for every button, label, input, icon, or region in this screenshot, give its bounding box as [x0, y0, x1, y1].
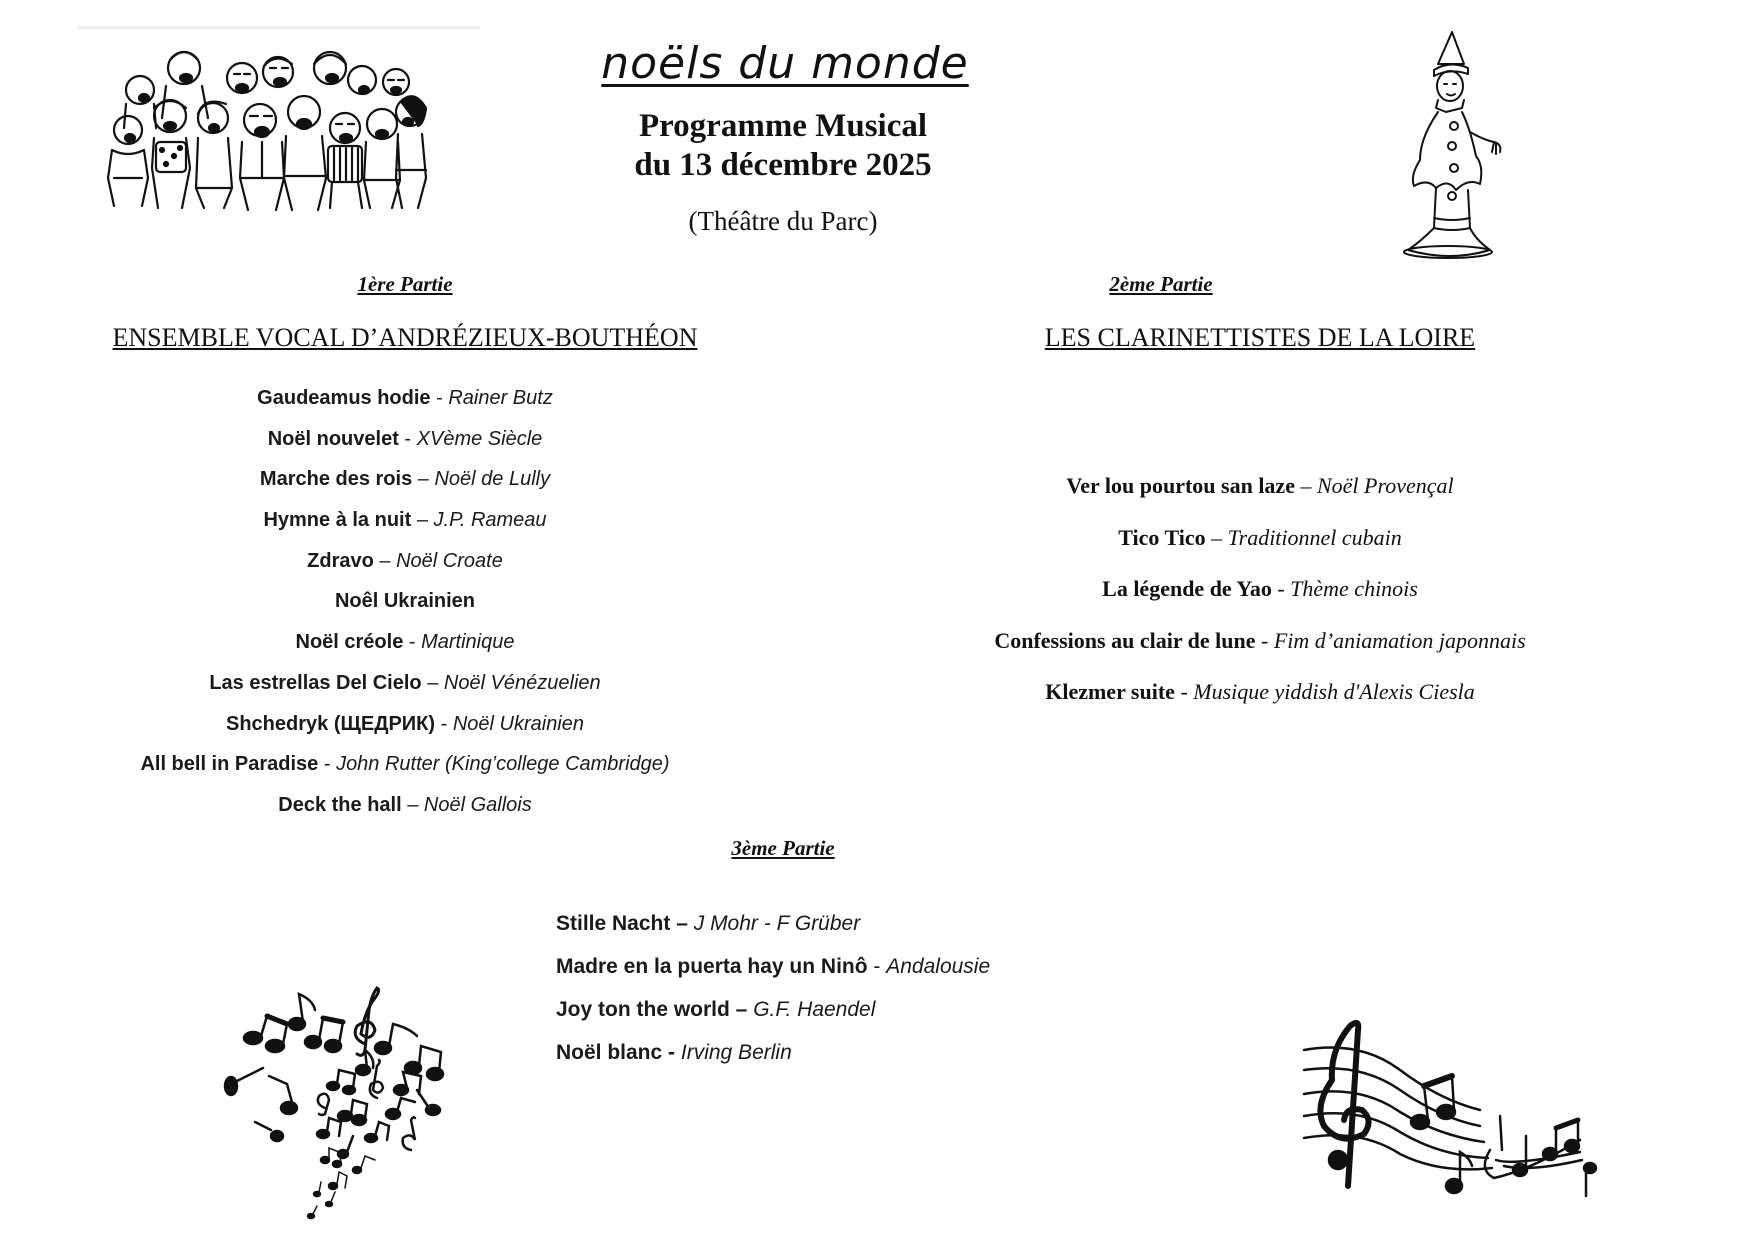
note-glyph: [308, 1206, 317, 1218]
singer-figure: [314, 52, 346, 84]
song-author: John Rutter (King’college Cambridge): [336, 753, 670, 776]
list-item: [70, 709, 740, 750]
song-author: G.F. Haendel: [753, 998, 876, 1021]
song-author: Noël Vénézuelien: [443, 671, 601, 694]
treble-clef-glyph: [403, 1117, 415, 1150]
song-author: Traditionnel cubain: [1227, 524, 1402, 550]
singer-figure: [263, 57, 293, 87]
song-title: Noël blanc -: [556, 1041, 676, 1064]
list-item: [70, 586, 740, 627]
separator: –: [412, 468, 435, 491]
song-title: Zdravo: [307, 549, 374, 572]
music-staff-icon: [1300, 1010, 1600, 1200]
singer-figure: [227, 63, 257, 93]
programme-date: du 13 décembre 2025: [634, 147, 932, 183]
separator: –: [421, 671, 444, 694]
song-author: Musique yiddish d'Alexis Ciesla: [1193, 679, 1475, 704]
part-1-list: [70, 383, 740, 831]
song-author: Irving Berlin: [680, 1041, 792, 1064]
part-3-list: [556, 908, 1116, 1080]
list-item: [70, 424, 740, 465]
singer-figure: [383, 69, 409, 95]
list-item: [900, 470, 1620, 522]
song-author: Noël Provençal: [1316, 473, 1454, 498]
separator: –: [373, 549, 397, 572]
list-item: [556, 951, 1116, 994]
song-author: Fim d’aniamation japonnais: [1273, 627, 1526, 653]
song-title: All bell in Paradise: [140, 753, 319, 776]
separator: -: [1174, 679, 1194, 704]
song-title: Klezmer suite: [1045, 679, 1175, 704]
part-3-label: 3ème Partie: [731, 836, 835, 860]
note-glyph: [326, 1192, 335, 1206]
separator: –: [1205, 524, 1228, 550]
note-glyph: [329, 1172, 347, 1189]
singer-figure: [124, 76, 156, 128]
list-item: [556, 994, 1116, 1037]
list-item: [70, 627, 740, 668]
programme-subtitle: Programme Musical: [638, 108, 928, 144]
song-title: La légende de Yao: [1102, 576, 1272, 601]
list-item: [900, 676, 1620, 728]
separator: -: [867, 955, 887, 978]
note-glyph: [321, 1148, 341, 1167]
page-title: [560, 36, 1010, 92]
song-title: Ver lou pourtou san laze: [1066, 473, 1295, 498]
song-author: Noël Gallois: [423, 793, 532, 816]
separator: -: [318, 753, 337, 776]
list-item: [556, 908, 1116, 951]
separator: -: [1255, 627, 1274, 653]
list-item: [70, 464, 740, 505]
song-title: Shchedryk (ЩЕДРИК): [226, 712, 436, 735]
list-item: [900, 522, 1620, 574]
note-glyph: [244, 1016, 287, 1052]
song-author: Noël Croate: [396, 549, 503, 572]
song-title: Las estrellas Del Cielo: [209, 671, 422, 694]
note-glyph: [305, 1018, 343, 1052]
note-glyph: [289, 994, 315, 1030]
song-title: Stille Nacht –: [556, 912, 688, 935]
singer-figure: [196, 102, 232, 208]
separator: -: [435, 712, 453, 735]
song-title: Joy ton the world –: [556, 998, 748, 1021]
separator: -: [398, 427, 417, 450]
song-author: Andalousie: [886, 955, 991, 978]
song-title: Confessions au clair de lune: [994, 627, 1256, 653]
list-item: [900, 625, 1620, 677]
song-title: Marche des rois: [259, 468, 413, 491]
note-glyph: [269, 1076, 297, 1114]
note-glyph: [375, 1024, 417, 1054]
separator: –: [1294, 473, 1317, 498]
choir-group-icon: [100, 38, 430, 213]
decorative-rule: [78, 26, 480, 29]
list-item: [900, 573, 1620, 625]
part-2-list: [900, 470, 1620, 728]
song-author: J.P. Rameau: [433, 509, 547, 532]
singer-figure: [240, 104, 284, 210]
singer-figure: [396, 96, 426, 208]
list-item: [70, 749, 740, 790]
venue: (Théâtre du Parc): [688, 206, 878, 236]
note-glyph: [1513, 1136, 1527, 1176]
separator: –: [401, 793, 424, 816]
treble-clef-glyph: [370, 1060, 383, 1098]
list-item: [70, 790, 740, 831]
note-glyph: [353, 1156, 375, 1173]
list-item: [70, 505, 740, 546]
song-author: Martinique: [421, 631, 515, 654]
music-notes-cloud-icon: [225, 990, 445, 1220]
song-author: Noël Ukrainien: [452, 712, 584, 735]
note-glyph: [314, 1182, 321, 1196]
note-glyph: [225, 1068, 263, 1095]
note-glyph: [365, 1122, 389, 1142]
song-title: Madre en la puerta hay un Ninô: [556, 955, 868, 978]
note-glyph: [386, 1098, 415, 1119]
song-author: Thème chinois: [1290, 576, 1418, 601]
singer-figure: [364, 109, 400, 208]
song-title: Tico Tico: [1118, 524, 1206, 550]
list-item: [70, 668, 740, 709]
list-item: [70, 546, 740, 587]
note-glyph: [417, 1090, 440, 1115]
note-glyph: [317, 1118, 341, 1138]
song-author: J Mohr - F Grüber: [693, 912, 861, 935]
song-title: Hymne à la nuit: [263, 509, 412, 532]
list-item: [556, 1037, 1116, 1080]
song-author: Rainer Butz: [448, 387, 553, 409]
note-glyph: [1584, 1163, 1596, 1196]
part-1-group: ENSEMBLE VOCAL D’ANDRÉZIEUX-BOUTHÉON: [112, 323, 698, 352]
treble-clef-glyph: [318, 1094, 329, 1115]
song-title: Noël créole: [295, 631, 404, 654]
separator: –: [411, 509, 434, 532]
singer-figure: [108, 116, 148, 206]
part-1-label: 1ère Partie: [357, 272, 453, 296]
song-title: Gaudeamus hodie: [257, 387, 431, 409]
singer-figure: [348, 66, 376, 94]
separator: -: [1271, 576, 1291, 601]
note-glyph: [1446, 1152, 1472, 1193]
page-title-text: noëls du monde: [601, 38, 969, 89]
list-item: [70, 383, 740, 424]
note-glyph: [255, 1122, 283, 1141]
song-title: Noël nouvelet: [267, 427, 399, 450]
note-glyph: [327, 1070, 355, 1094]
separator: -: [403, 631, 422, 654]
clarinet-character-icon: [1390, 28, 1520, 268]
song-author: Noël de Lully: [434, 468, 551, 491]
part-2-group: LES CLARINETTISTES DE LA LOIRE: [1044, 323, 1476, 352]
song-title: Noêl Ukrainien: [334, 590, 476, 613]
song-title: Deck the hall: [278, 793, 402, 816]
singer-figure: [152, 100, 190, 208]
singer-figure: [284, 96, 326, 210]
singer-figure: [328, 113, 362, 208]
separator: -: [430, 387, 449, 409]
song-author: XVème Siècle: [416, 427, 543, 450]
part-2-label: 2ème Partie: [1109, 272, 1213, 296]
